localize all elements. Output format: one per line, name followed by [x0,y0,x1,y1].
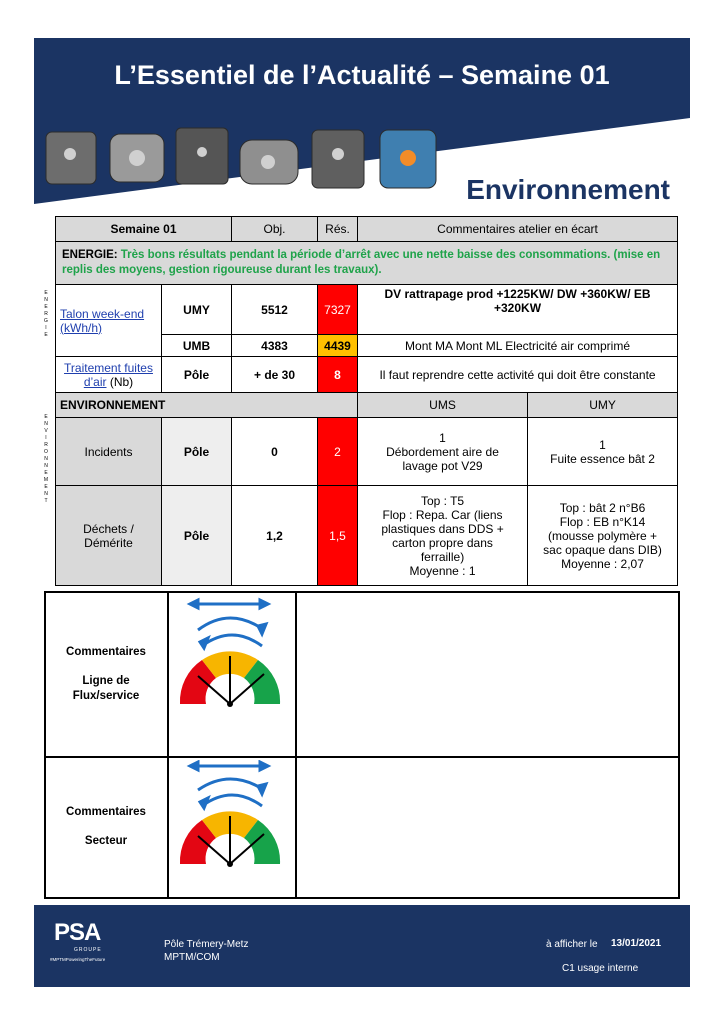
talon-umy-obj: 5512 [232,285,318,335]
fuites-link[interactable]: Traitement fuites d’air [64,360,153,389]
talon-link[interactable]: Talon week-end (kWh/h) [56,285,162,357]
comments-divider-v1 [167,591,169,899]
col-header-comments: Commentaires atelier en écart [358,217,678,242]
energy-note-text: Très bons résultats pendant la période d’arrêt avec une nette baisse des consommations. (mise en replis des moyens, gestion rigoureuse durant les travaux). [62,249,661,276]
energy-note [56,242,678,285]
incidents-ums: 1 Débordement aire de lavage pot V29 [358,418,528,486]
talon-umb-obj: 4383 [232,335,318,357]
dechets-label: Déchets / Démérite [56,486,162,586]
dechets-res: 1,5 [318,486,358,586]
incidents-site: Pôle [162,418,232,486]
psa-logo: PSA [54,919,101,946]
indicators-table [55,216,678,586]
psa-logo-tag: #MPTMPoweringTheFuture [50,957,106,962]
talon-umy-comment: DV rattrapage prod +1225KW/ DW +360KW/ EB +320KW [358,285,678,335]
comments-box2-input[interactable] [298,758,678,897]
dechets-site: Pôle [162,486,232,586]
comments-divider-v2 [295,591,297,899]
fuites-site: Pôle [162,357,232,393]
footer-banner [34,905,690,987]
gauge-icon-1 [172,596,290,712]
incidents-label: Incidents [56,418,162,486]
side-label-energie: E N E R G I E [44,290,48,338]
env-header-label: ENVIRONNEMENT [56,393,358,418]
engine-images [42,124,450,196]
fuites-unit: (Nb) [106,374,134,389]
dechets-ums: Top : T5 Flop : Repa. Car (liens plastiques dans DDS + carton propre dans ferraille) Moyenne : 1 [358,486,528,586]
col-header-week: Semaine 01 [56,217,232,242]
env-header-umy: UMY [528,393,678,418]
side-label-environnement: E N V I R O N N E M E N T [43,414,49,504]
incidents-res: 2 [318,418,358,486]
header-banner [34,38,690,216]
col-header-res: Rés. [318,217,358,242]
comments-box1-label: Commentaires Ligne de Flux/service [66,646,146,702]
fuites-comment: Il faut reprendre cette activité qui doit être constante [358,357,678,393]
display-label: à afficher le [546,939,598,950]
energy-note-label: ENERGIE: [62,249,118,261]
org-line2: MPTM/COM [164,952,220,963]
talon-umb-site: UMB [162,335,232,357]
env-header-ums: UMS [358,393,528,418]
dechets-umy: Top : bât 2 n°B6 Flop : EB n°K14 (mousse polymère + sac opaque dans DIB) Moyenne : 2,07 [528,486,678,586]
fuites-label [56,357,162,393]
incidents-umy: 1 Fuite essence bât 2 [528,418,678,486]
section-title: Environnement [466,174,670,205]
talon-umy-site: UMY [162,285,232,335]
talon-umb-comment: Mont MA Mont ML Electricité air comprimé [358,335,678,357]
comments-box1-input[interactable] [298,593,678,755]
col-header-obj: Obj. [232,217,318,242]
psa-logo-sub: GROUPE [74,947,102,953]
gauge-icon-2 [172,760,290,872]
talon-umb-res: 4439 [318,335,358,357]
display-date: 13/01/2021 [611,938,662,949]
dechets-obj: 1,2 [232,486,318,586]
org-line1: Pôle Trémery-Metz [164,939,249,950]
fuites-obj: + de 30 [232,357,318,393]
page-title: L’Essentiel de l’Actualité – Semaine 01 [114,60,610,90]
comments-box2-label: Commentaires Secteur [66,806,146,847]
fuites-res: 8 [318,357,358,393]
talon-umy-res: 7327 [318,285,358,335]
classification: C1 usage interne [562,963,639,974]
incidents-obj: 0 [232,418,318,486]
